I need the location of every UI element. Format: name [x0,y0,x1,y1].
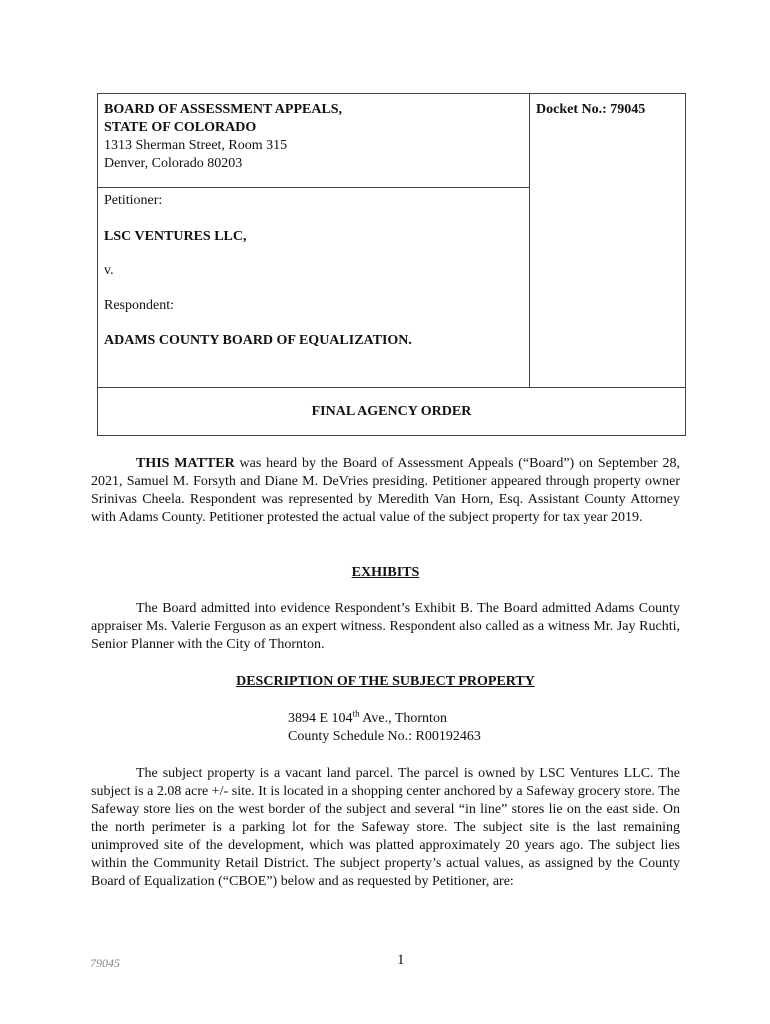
property-address: 3894 E 104th Ave., Thornton [288,708,447,726]
respondent-name: ADAMS COUNTY BOARD OF EQUALIZATION. [104,333,412,348]
county-schedule-number: County Schedule No.: R00192463 [288,729,481,744]
intro-paragraph [91,455,680,527]
petitioner-label: Petitioner: [104,193,163,208]
court-name-line1: BOARD OF ASSESSMENT APPEALS, [104,102,343,117]
intro-lead: THIS MATTER [136,456,235,471]
order-title: FINAL AGENCY ORDER [311,403,472,419]
page-number: 1 [397,952,405,968]
case-caption-box [97,93,686,436]
footer-docket-number: 79045 [90,956,120,970]
respondent-label: Respondent: [104,298,174,313]
court-block [98,94,529,188]
court-address-line1: 1313 Sherman Street, Room 315 [104,138,288,153]
exhibits-heading: EXHIBITS [351,565,420,580]
exhibits-text: The Board admitted into evidence Respondent’s Exhibit B. The Board admitted Adams County appraiser Ms. Valerie Ferguson as an expert witness. Respondent also called as a witness Mr. Jay Ruchti, Senior Planner with the City of Thornton. [91,601,680,652]
court-address-line2: Denver, Colorado 80203 [104,156,243,171]
description-text: The subject property is a vacant land parcel. The parcel is owned by LSC Ventures LLC. The subject is a 2.08 acre +/- site. It is located in a shopping center anchored by a Safeway grocery store. The Safeway store lies on the west border of the subject and several “in line” stores lie on the east side. On the north perimeter is a parking lot for the Safeway store. The subject site is the last remaining unimproved site of the development, which was platted approximately 20 years ago. The subject lies within the Community Retail District. The subject property’s actual values, as assigned by the County Board of Equalization (“CBOE”) below and as requested by Petitioner, are: [91,766,680,889]
court-name-line2: STATE OF COLORADO [104,120,257,135]
parties-block [104,192,524,350]
order-title-row [98,387,685,435]
docket-number: Docket No.: 79045 [536,102,646,117]
exhibits-paragraph [91,600,680,654]
intro-text: was heard by the Board of Assessment Appeals (“Board”) on September 28, 2021, Samuel M. Forsyth and Diane M. DeVries presiding. Petitioner appeared through property owner Srinivas Cheela. Respondent was represented by Meredith Van Horn, Esq. Assistant County Attorney with Adams County. Petitioner protested the actual value of the subject property for tax year 2019. [91,456,680,525]
caption-left-column [98,94,530,387]
versus-label: v. [104,263,114,278]
description-heading: DESCRIPTION OF THE SUBJECT PROPERTY [236,674,535,689]
description-paragraph [91,765,680,891]
petitioner-name: LSC VENTURES LLC, [104,229,247,244]
